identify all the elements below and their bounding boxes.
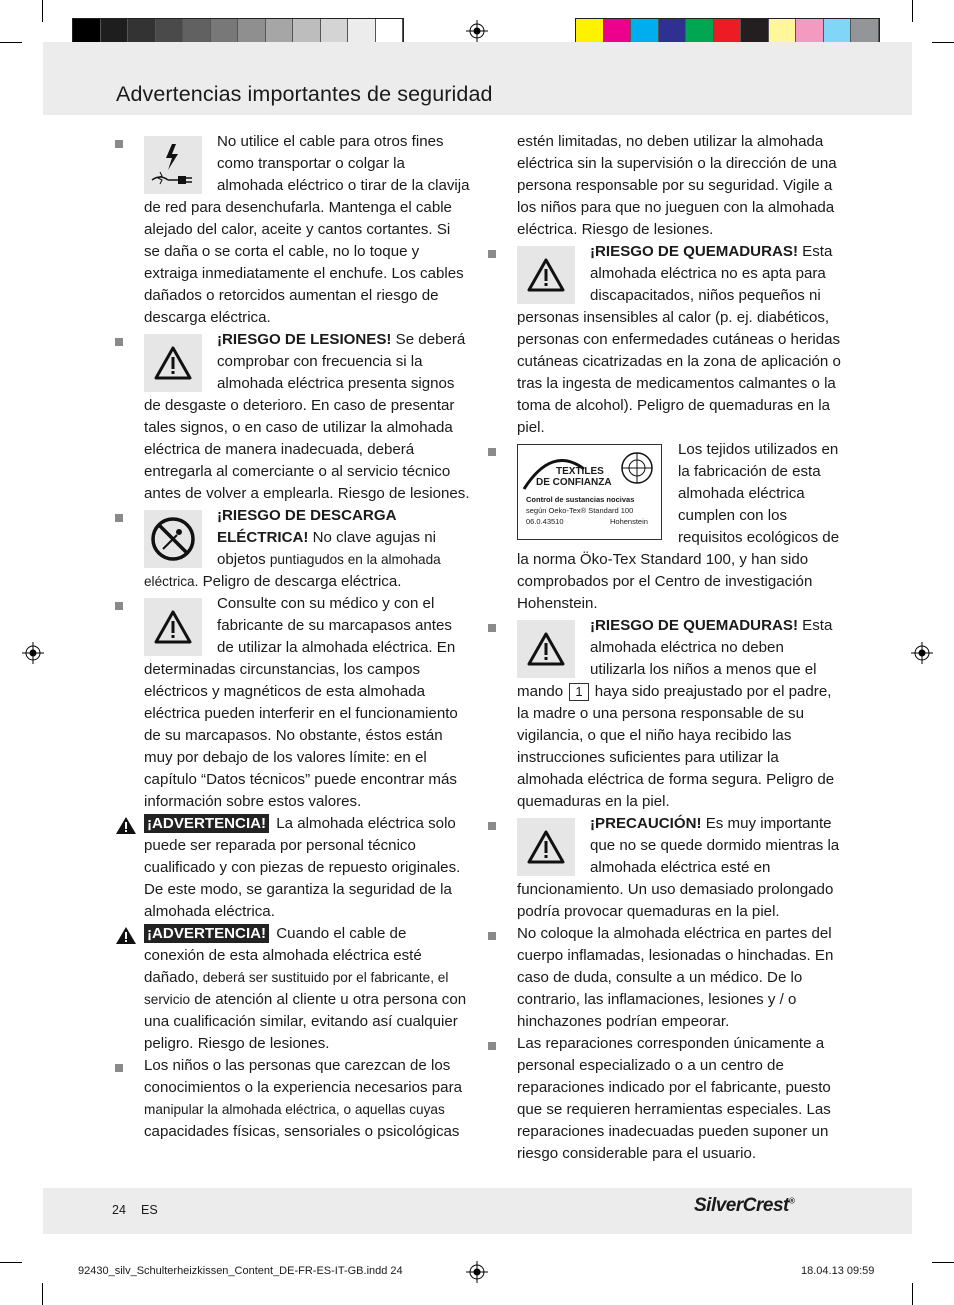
warning-triangle-icon	[115, 926, 137, 945]
warning-triangle-icon	[144, 334, 202, 392]
registration-mark-icon	[911, 642, 933, 664]
bullet	[488, 932, 496, 940]
list-item: Los niños o las personas que carezcan de los conocimientos o la experiencia necesarios para manipular la almohada eléctrica, o aquellas cuyas capacidades físicas, sensoriales o psicológicas	[144, 1055, 470, 1143]
warning-item: ¡ADVERTENCIA! La almohada eléctrica solo puede ser reparada por personal técnico cualificado y con piezas de repuesto originales. De este modo, se garantiza la seguridad de la almohada eléctrica.	[144, 813, 470, 923]
oeko-tex-logo: TEXTILES DE CONFIANZA Control de sustancias nocivas según Oeko-Tex® Standard 100 06.0.43510 Hohenstein	[517, 444, 662, 540]
language-code: ES	[141, 1203, 158, 1217]
bullet	[115, 338, 123, 346]
brand-logo: SilverCrest®	[694, 1195, 795, 1216]
warning-triangle-icon	[517, 818, 575, 876]
bullet	[488, 250, 496, 258]
list-item: Las reparaciones corresponden únicamente a personal especializado o a un centro de reparaciones indicado por el fabricante, puesto que se requieren herramientas especiales. Las reparaciones inadecuadas pueden suponer un riesgo considerable para el usuario.	[517, 1033, 843, 1165]
bullet	[488, 822, 496, 830]
electric-cable-icon	[144, 136, 202, 194]
warning-tag: ¡ADVERTENCIA!	[144, 814, 269, 833]
list-item: No utilice el cable para otros fines como transportar o colgar la almohada eléctrico o tirar de la clavija de red para desenchufarla. Mantenga el cable alejado del calor, aceite y cantos cortantes. Si se daña o se corta el cable, no lo toque y extraiga inmediatamente el enchufe. Los cables dañados o retorcidos aumentan el riesgo de descarga eléctrica.	[144, 131, 470, 329]
page-number: 24	[112, 1203, 126, 1217]
crop-mark	[42, 0, 43, 22]
list-item: Consulte con su médico y con el fabricante de su marcapasos antes de utilizar la almohada eléctrica. En determinadas circunstancias, los campos eléctricos y magnéticos de esta almohada eléctrica pueden interferir en el funcionamiento de su marcapasos. No obstante, éstos están muy por debajo de los valores límite: en el capítulo “Datos técnicos” puede encontrar más información sobre estos valores.	[144, 593, 470, 813]
no-needles-icon	[144, 510, 202, 568]
globe-icon	[618, 449, 656, 487]
warning-item: ¡ADVERTENCIA! Cuando el cable de conexión de esta almohada eléctrica esté dañado, deberá ser sustituido por el fabricante, el servicio de atención al cliente u otra persona con una cualificación similar, evitando así cualquier peligro. Riesgo de lesiones.	[144, 923, 470, 1055]
list-item: ¡RIESGO DE QUEMADURAS! Esta almohada eléctrica no deben utilizarla los niños a menos que el mando 1 haya sido preajustado por el padre, la madre o una persona responsable de su vigilancia, o que el niño haya recibido las instrucciones suficientes para utilizar la almohada eléctrica de forma segura. Peligro de quemaduras en la piel.	[517, 615, 843, 813]
control-number: 1	[569, 683, 588, 701]
left-column	[144, 131, 470, 1143]
crop-mark	[932, 42, 954, 43]
registration-mark-icon	[466, 20, 488, 42]
list-item: ¡RIESGO DE QUEMADURAS! Esta almohada eléctrica no es apta para discapacitados, niños pequeños ni personas insensibles al calor (p. ej. diabéticos, personas con enfermedades cutáneas o heridas cutáneas cicatrizadas en la zona de aplicación o tras la ingesta de medicamentos calmantes o la toma de alcohol). Peligro de quemaduras en la piel.	[517, 241, 843, 439]
crop-mark	[42, 1283, 43, 1305]
bullet	[488, 1042, 496, 1050]
bullet	[488, 448, 496, 456]
warning-triangle-icon	[517, 620, 575, 678]
registration-mark-icon	[22, 642, 44, 664]
bullet	[115, 602, 123, 610]
crop-mark	[912, 1283, 913, 1305]
bullet	[115, 140, 123, 148]
bullet	[488, 624, 496, 632]
registration-mark-icon	[466, 1261, 488, 1283]
warning-triangle-icon	[115, 816, 137, 835]
bullet	[115, 1064, 123, 1072]
crop-mark	[912, 0, 913, 22]
warning-triangle-icon	[144, 598, 202, 656]
bullet	[115, 514, 123, 522]
list-item: No coloque la almohada eléctrica en partes del cuerpo inflamadas, lesionadas o hinchadas. En caso de duda, consulte a un médico. De lo contrario, las inflamaciones, lesiones y / o hinchazones podrían empeorar.	[517, 923, 843, 1033]
crop-mark	[932, 1262, 954, 1263]
right-column	[517, 131, 843, 1165]
crop-mark	[0, 1262, 22, 1263]
list-item: ¡PRECAUCIÓN! Es muy importante que no se quede dormido mientras la almohada eléctrica esté en funcionamiento. Un uso demasiado prolongado podría provocar quemaduras en la piel.	[517, 813, 843, 923]
slug-date: 18.04.13 09:59	[801, 1265, 875, 1277]
list-item: TEXTILES DE CONFIANZA Control de sustancias nocivas según Oeko-Tex® Standard 100 06.0.43510 Hohenstein Los tejidos utilizados en la fabricación de esta almohada eléctrica cumplen con los requisitos ecológicos de la norma Öko-Tex Standard 100, y han sido comprobados por el Centro de investigación Hohenstein.	[517, 439, 843, 615]
list-item: ¡RIESGO DE DESCARGA ELÉCTRICA! No clave agujas ni objetos puntiagudos en la almohada eléctrica. Peligro de descarga eléctrica.	[144, 505, 470, 593]
list-item: ¡RIESGO DE LESIONES! Se deberá comprobar con frecuencia si la almohada eléctrica presenta signos de desgaste o deterioro. En caso de presentar tales signos, o en caso de utilizar la almohada eléctrica de manera inadecuada, deberá entregarla al comerciante o al servicio técnico antes de volver a emplearla. Riesgo de lesiones.	[144, 329, 470, 505]
warning-triangle-icon	[517, 246, 575, 304]
crop-mark	[0, 42, 22, 43]
slug-filename: 92430_silv_Schulterheizkissen_Content_DE-FR-ES-IT-GB.indd 24	[78, 1265, 403, 1277]
continued-text: estén limitadas, no deben utilizar la almohada eléctrica sin la supervisión o la dirección de una persona responsable por su seguridad. Vigile a los niños para que no jueguen con la almohada eléctrica. Riesgo de lesiones.	[517, 133, 837, 238]
warning-tag: ¡ADVERTENCIA!	[144, 924, 269, 943]
page-title: Advertencias importantes de seguridad	[116, 82, 493, 106]
